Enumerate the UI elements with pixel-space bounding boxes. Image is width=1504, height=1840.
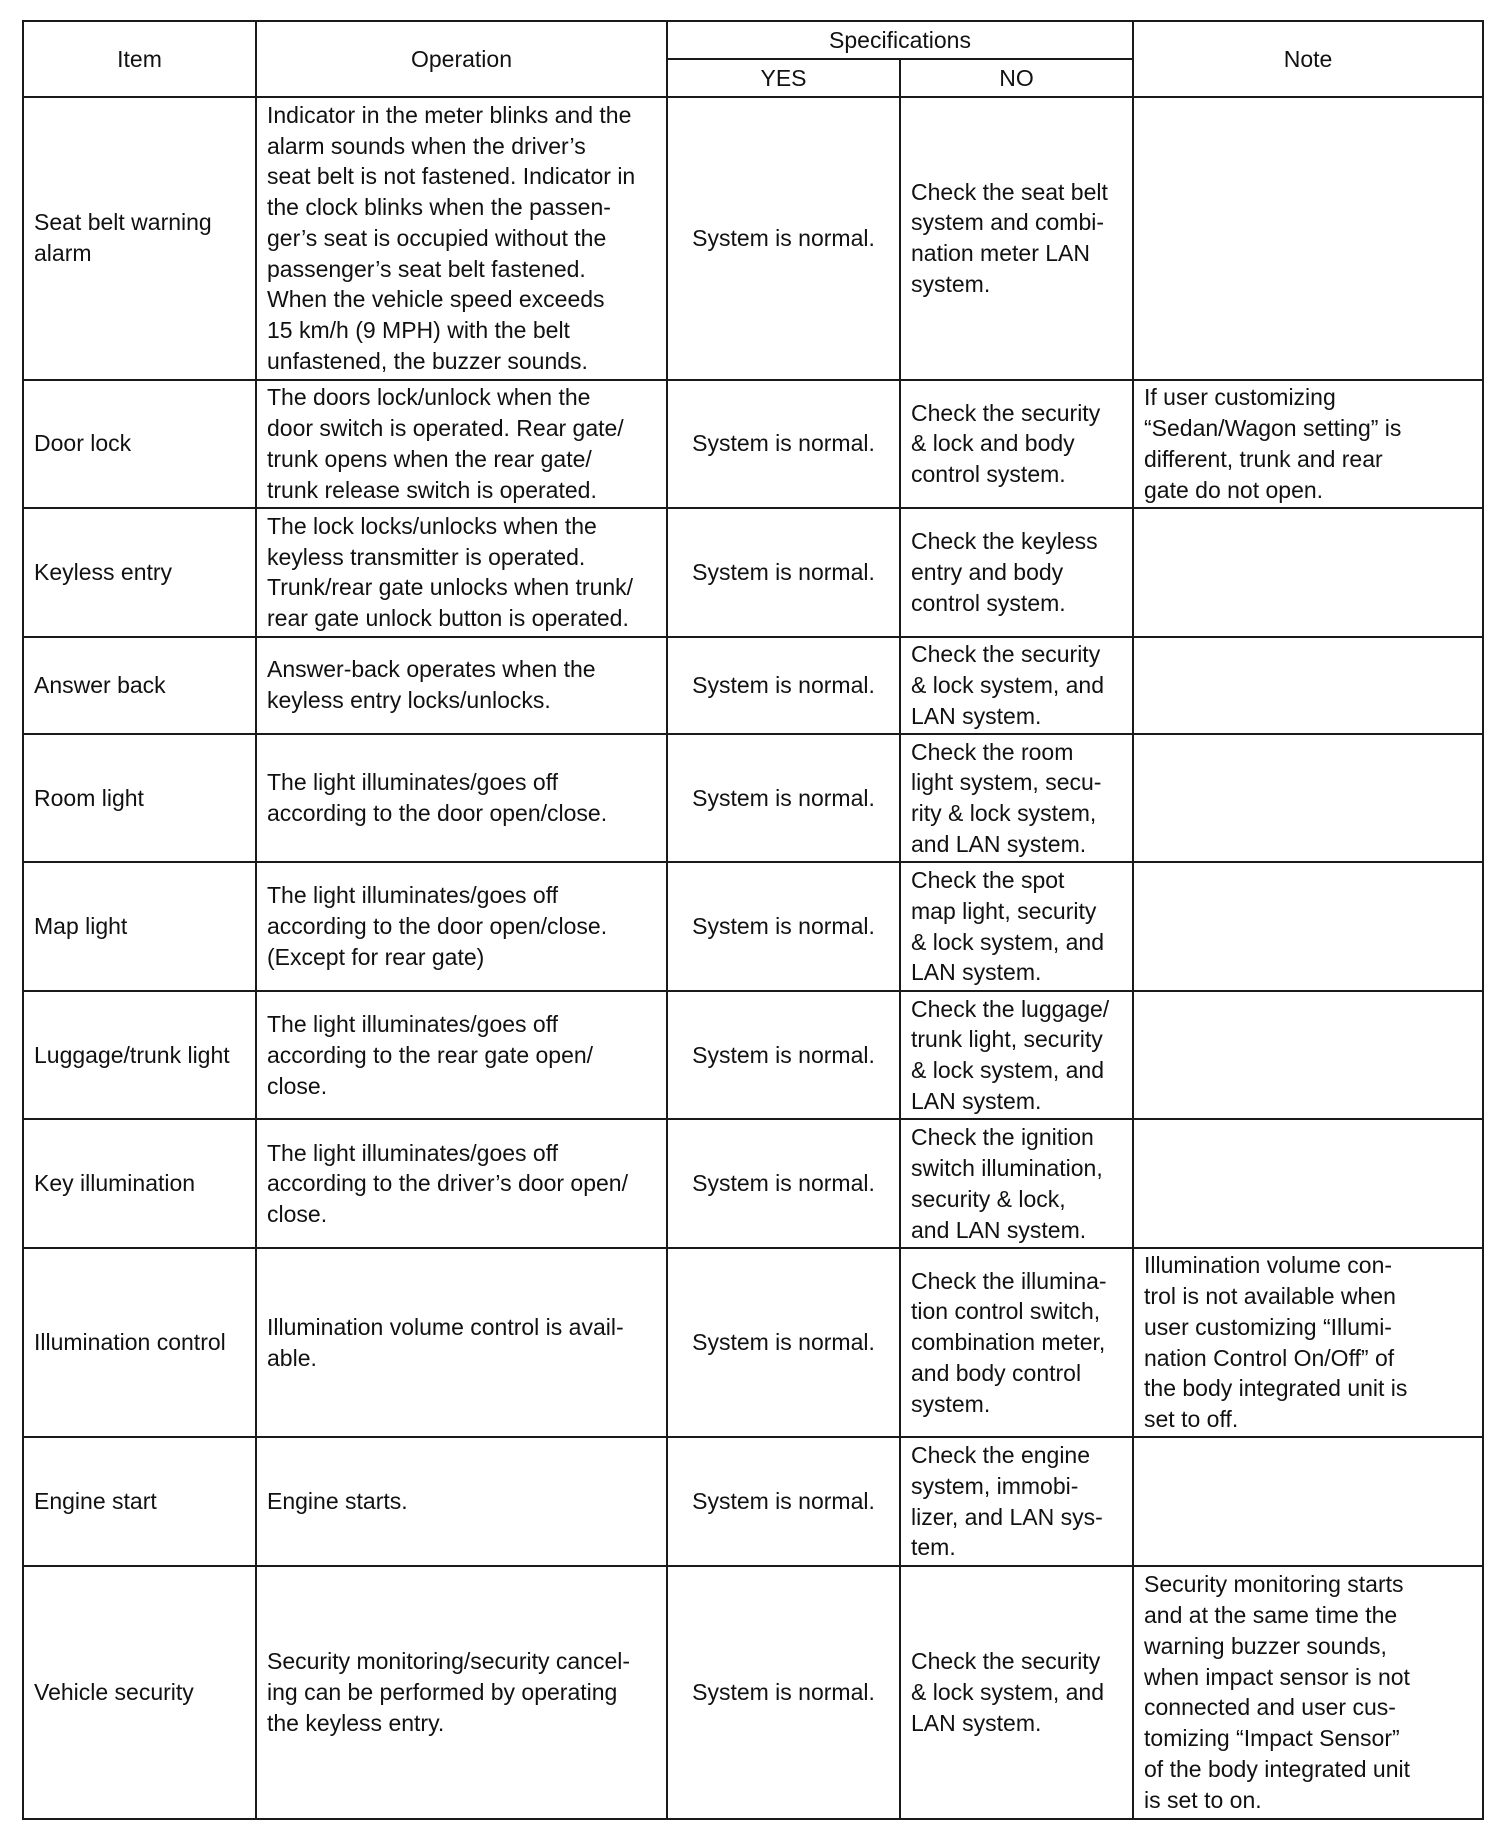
cell-text-line: seat belt is not fastened. Indicator in: [267, 163, 636, 190]
cell-text-line: unfastened, the buzzer sounds.: [267, 348, 588, 375]
item-cell: [23, 734, 256, 863]
operation-cell: [256, 991, 667, 1120]
item-cell: [23, 1119, 256, 1248]
cell-text-line: System is normal.: [692, 224, 875, 251]
specifications-header: Specifications: [667, 21, 1133, 59]
cell-text-line: LAN system.: [911, 959, 1042, 986]
cell-text-line: Check the spot: [911, 867, 1065, 894]
cell-text-line: Check the engine: [911, 1441, 1091, 1468]
cell-text-line: ger’s seat is occupied without the: [267, 224, 607, 251]
cell-text-line: system.: [911, 1390, 991, 1417]
cell-text-line: according to the rear gate open/: [267, 1041, 594, 1068]
cell-text-line: Check the seat belt: [911, 178, 1108, 205]
cell-text-line: tion control switch,: [911, 1298, 1101, 1325]
note-cell: [1133, 637, 1483, 734]
cell-text-line: & lock system, and: [911, 671, 1105, 698]
table-row: [23, 508, 1483, 637]
cell-text-line: close.: [267, 1201, 328, 1228]
item-cell: [23, 1248, 256, 1437]
yes-cell: [667, 380, 900, 509]
cell-text-line: trunk release switch is operated.: [267, 476, 597, 503]
item-cell: [23, 97, 256, 380]
cell-text-line: and LAN system.: [911, 1216, 1087, 1243]
note-cell: [1133, 1437, 1483, 1566]
note-cell: [1133, 1566, 1483, 1819]
yes-cell: [667, 97, 900, 380]
cell-text-line: When the vehicle speed exceeds: [267, 286, 605, 313]
cell-text-line: security & lock,: [911, 1185, 1066, 1212]
cell-text-line: connected and user cus-: [1144, 1694, 1396, 1721]
cell-text-line: Engine starts.: [267, 1488, 408, 1515]
yes-cell: [667, 862, 900, 991]
cell-text-line: according to the door open/close.: [267, 800, 608, 827]
cell-text-line: passenger’s seat belt fastened.: [267, 255, 586, 282]
operation-cell: [256, 1119, 667, 1248]
cell-text-line: system, immobi-: [911, 1472, 1079, 1499]
no-header: NO: [900, 59, 1133, 97]
cell-text-line: Check the illumina-: [911, 1267, 1107, 1294]
note-cell: [1133, 380, 1483, 509]
cell-text-line: entry and body: [911, 559, 1064, 585]
cell-text-line: set to off.: [1144, 1406, 1239, 1433]
cell-text-line: trol is not available when: [1144, 1283, 1396, 1310]
cell-text-line: warning buzzer sounds,: [1144, 1632, 1387, 1659]
item-header: Item: [23, 21, 256, 97]
note-cell: [1133, 1248, 1483, 1437]
cell-text-line: Check the luggage/: [911, 995, 1110, 1022]
no-cell: [900, 734, 1133, 863]
item-cell: [23, 991, 256, 1120]
table-row: [23, 991, 1483, 1120]
no-cell: [900, 380, 1133, 509]
cell-text-line: LAN system.: [911, 702, 1042, 729]
operation-header: Operation: [256, 21, 667, 97]
cell-text-line: Check the security: [911, 1648, 1101, 1675]
cell-text-line: and body control: [911, 1360, 1082, 1387]
cell-text-line: Illumination volume con-: [1144, 1252, 1393, 1279]
note-cell: [1133, 97, 1483, 380]
cell-text-line: Check the security: [911, 399, 1101, 426]
item-cell: [23, 508, 256, 637]
cell-text-line: Map light: [34, 913, 128, 940]
cell-text-line: System is normal.: [692, 1679, 875, 1706]
yes-cell: [667, 1566, 900, 1819]
cell-text-line: Engine start: [34, 1488, 157, 1515]
header-row: [23, 21, 1483, 59]
cell-text-line: Check the security: [911, 641, 1101, 668]
cell-text-line: and at the same time the: [1144, 1602, 1398, 1629]
cell-text-line: System is normal.: [692, 559, 875, 585]
no-cell: [900, 1437, 1133, 1566]
cell-text-line: & lock system, and: [911, 928, 1105, 955]
yes-header: YES: [667, 59, 900, 97]
cell-text-line: System is normal.: [692, 913, 875, 940]
cell-text-line: (Except for rear gate): [267, 944, 485, 971]
cell-text-line: If user customizing: [1144, 384, 1336, 411]
operation-cell: [256, 862, 667, 991]
cell-text-line: the keyless entry.: [267, 1709, 445, 1736]
cell-text-line: able.: [267, 1344, 317, 1371]
cell-text-line: Illumination volume control is avail-: [267, 1313, 624, 1340]
cell-text-line: rear gate unlock button is operated.: [267, 605, 629, 632]
cell-text-line: system.: [911, 271, 991, 298]
cell-text-line: Illumination control: [34, 1329, 226, 1356]
note-header: Note: [1133, 21, 1483, 97]
no-cell: [900, 1566, 1133, 1819]
cell-text-line: Answer back: [34, 671, 166, 698]
operation-cell: [256, 637, 667, 734]
table-row: [23, 862, 1483, 991]
cell-text-line: tem.: [911, 1534, 956, 1561]
cell-text-line: according to the driver’s door open/: [267, 1170, 628, 1197]
cell-text-line: Check the ignition: [911, 1124, 1094, 1151]
cell-text-line: The light illuminates/goes off: [267, 769, 559, 796]
specification-sheet: [22, 20, 1482, 1820]
cell-text-line: nation meter LAN: [911, 240, 1090, 267]
cell-text-line: keyless entry locks/unlocks.: [267, 687, 551, 714]
cell-text-line: Check the room: [911, 738, 1074, 765]
cell-text-line: trunk light, security: [911, 1026, 1103, 1053]
cell-text-line: & lock system, and: [911, 1057, 1105, 1084]
yes-cell: [667, 508, 900, 637]
cell-text-line: the clock blinks when the passen-: [267, 194, 611, 221]
cell-text-line: & lock system, and: [911, 1679, 1105, 1706]
note-cell: [1133, 991, 1483, 1120]
no-cell: [900, 991, 1133, 1120]
cell-text-line: keyless transmitter is operated.: [267, 543, 586, 570]
operation-cell: [256, 1248, 667, 1437]
cell-text-line: Keyless entry: [34, 559, 173, 585]
cell-text-line: control system.: [911, 461, 1066, 488]
cell-text-line: The doors lock/unlock when the: [267, 384, 591, 411]
table-body: [23, 97, 1483, 1819]
yes-cell: [667, 734, 900, 863]
note-cell: [1133, 734, 1483, 863]
cell-text-line: Door lock: [34, 430, 132, 457]
yes-cell: [667, 1248, 900, 1437]
cell-text-line: map light, security: [911, 897, 1097, 924]
item-cell: [23, 862, 256, 991]
cell-text-line: The light illuminates/goes off: [267, 1139, 559, 1166]
cell-text-line: combination meter,: [911, 1329, 1106, 1356]
cell-text-line: System is normal.: [692, 784, 875, 811]
cell-text-line: System is normal.: [692, 1488, 875, 1515]
no-cell: [900, 862, 1133, 991]
cell-text-line: LAN system.: [911, 1088, 1042, 1114]
cell-text-line: control system.: [911, 589, 1066, 616]
cell-text-line: System is normal.: [692, 430, 875, 457]
operation-cell: [256, 508, 667, 637]
cell-text-line: lizer, and LAN sys-: [911, 1503, 1103, 1530]
cell-text-line: is set to on.: [1144, 1786, 1262, 1813]
no-cell: [900, 637, 1133, 734]
cell-text-line: Seat belt warning: [34, 209, 212, 236]
cell-text-line: according to the door open/close.: [267, 913, 608, 940]
cell-text-line: Answer-back operates when the: [267, 656, 596, 683]
cell-text-line: 15 km/h (9 MPH) with the belt: [267, 317, 570, 344]
table-row: [23, 1119, 1483, 1248]
no-cell: [900, 508, 1133, 637]
cell-text-line: LAN system.: [911, 1709, 1042, 1736]
no-cell: [900, 1119, 1133, 1248]
cell-text-line: the body integrated unit is: [1144, 1375, 1408, 1402]
yes-cell: [667, 991, 900, 1120]
cell-text-line: and LAN system.: [911, 830, 1087, 857]
cell-text-line: when impact sensor is not: [1144, 1663, 1410, 1690]
operation-cell: [256, 734, 667, 863]
cell-text-line: “Sedan/Wagon setting” is: [1144, 415, 1402, 442]
cell-text-line: ing can be performed by operating: [267, 1679, 618, 1706]
note-cell: [1133, 862, 1483, 991]
table-row: [23, 637, 1483, 734]
cell-text-line: The light illuminates/goes off: [267, 882, 559, 909]
cell-text-line: The light illuminates/goes off: [267, 1011, 559, 1038]
cell-text-line: Security monitoring/security cancel-: [267, 1648, 631, 1675]
item-cell: [23, 1437, 256, 1566]
item-cell: [23, 1566, 256, 1819]
cell-text-line: The lock locks/unlocks when the: [267, 512, 597, 539]
table-row: [23, 734, 1483, 863]
cell-text-line: System is normal.: [692, 1041, 875, 1068]
operation-cell: [256, 97, 667, 380]
cell-text-line: rity & lock system,: [911, 800, 1097, 827]
operation-cell: [256, 1437, 667, 1566]
cell-text-line: door switch is operated. Rear gate/: [267, 415, 624, 442]
specification-table: [22, 20, 1484, 1820]
yes-cell: [667, 1119, 900, 1248]
yes-cell: [667, 1437, 900, 1566]
cell-text-line: System is normal.: [692, 671, 875, 698]
cell-text-line: system and combi-: [911, 209, 1105, 236]
cell-text-line: System is normal.: [692, 1170, 875, 1197]
operation-cell: [256, 380, 667, 509]
cell-text-line: tomizing “Impact Sensor”: [1144, 1725, 1400, 1752]
cell-text-line: Security monitoring starts: [1144, 1571, 1404, 1598]
cell-text-line: alarm: [34, 240, 92, 267]
cell-text-line: trunk opens when the rear gate/: [267, 445, 592, 472]
table-row: [23, 380, 1483, 509]
table-row: [23, 1248, 1483, 1437]
cell-text-line: Check the keyless: [911, 528, 1098, 555]
cell-text-line: Room light: [34, 784, 144, 811]
no-cell: [900, 97, 1133, 380]
cell-text-line: different, trunk and rear: [1144, 445, 1383, 472]
item-cell: [23, 380, 256, 509]
cell-text-line: gate do not open.: [1144, 476, 1324, 503]
cell-text-line: user customizing “Illumi-: [1144, 1313, 1392, 1340]
cell-text-line: Key illumination: [34, 1170, 196, 1197]
table-row: [23, 1566, 1483, 1819]
cell-text-line: alarm sounds when the driver’s: [267, 132, 586, 159]
note-cell: [1133, 1119, 1483, 1248]
no-cell: [900, 1248, 1133, 1437]
cell-text-line: nation Control On/Off” of: [1144, 1344, 1395, 1371]
cell-text-line: of the body integrated unit: [1144, 1756, 1410, 1783]
cell-text-line: System is normal.: [692, 1329, 875, 1356]
cell-text-line: Indicator in the meter blinks and the: [267, 101, 632, 128]
cell-text-line: switch illumination,: [911, 1154, 1103, 1181]
yes-cell: [667, 637, 900, 734]
cell-text-line: & lock and body: [911, 430, 1075, 457]
cell-text-line: close.: [267, 1072, 328, 1099]
cell-text-line: Vehicle security: [34, 1679, 194, 1706]
cell-text-line: Luggage/trunk light: [34, 1041, 230, 1068]
note-cell: [1133, 508, 1483, 637]
table-row: [23, 1437, 1483, 1566]
table-row: [23, 97, 1483, 380]
cell-text-line: light system, secu-: [911, 769, 1102, 796]
cell-text-line: Trunk/rear gate unlocks when trunk/: [267, 574, 634, 601]
operation-cell: [256, 1566, 667, 1819]
item-cell: [23, 637, 256, 734]
